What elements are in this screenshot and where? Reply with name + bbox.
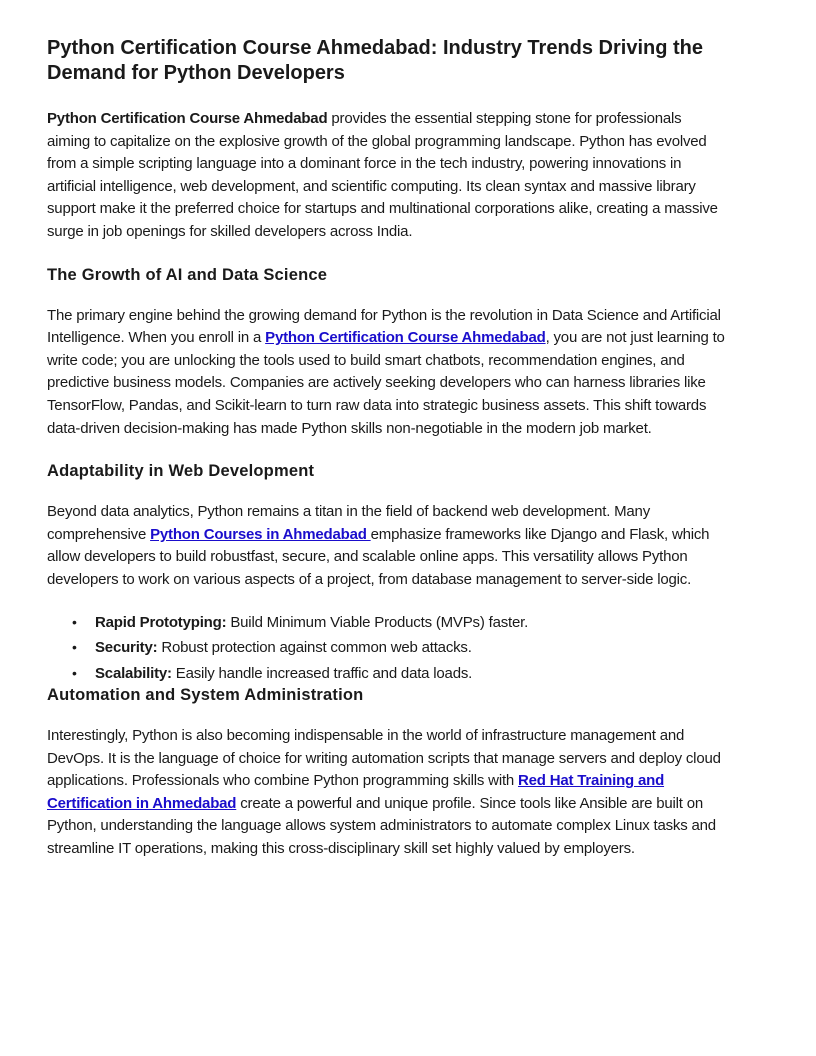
red-hat-training-link[interactable]: Red Hat Training and Certification in Ahmedabad — [47, 772, 665, 812]
section-paragraph-automation — [47, 725, 727, 861]
python-courses-link[interactable]: Python Courses in Ahmedabad — [150, 525, 371, 543]
section-paragraph-ai-data-science — [47, 305, 727, 441]
list-item-label: Rapid Prototyping: — [95, 613, 227, 631]
paragraph-text: create a powerful and unique profile. Since tools like Ansible are built on Python, understanding the language allows system administrators to automate complex Linux tasks and streamline IT operations, making this cross-disciplinary skill set highly valued by employers. — [47, 794, 716, 857]
list-item-text: Robust protection against common web attacks. — [157, 639, 472, 656]
python-certification-course-link[interactable]: Python Certification Course Ahmedabad — [265, 329, 546, 347]
list-item-label: Security: — [95, 639, 158, 656]
section-heading-ai-data-science: The Growth of AI and Data Science — [47, 265, 328, 284]
list-item-label: Scalability: — [95, 664, 172, 682]
intro-bold-lead: Python Certification Course Ahmedabad — [47, 110, 328, 127]
paragraph-text: The primary engine behind the growing demand for Python is the revolution in Data Science and Artificial Intelligence. When you enroll in a — [47, 306, 721, 347]
list-item-text: Easily handle increased traffic and data loads. — [171, 664, 473, 682]
paragraph-text: Interestingly, Python is also becoming indispensable in the world of infrastructure management and DevOps. It is the language of choice for writing automation scripts that manage servers and deploy cloud applications. Professionals who combine Python programming skills with — [47, 727, 721, 790]
section-heading-automation: Automation and System Administration — [47, 686, 364, 704]
intro-text: provides the essential stepping stone for professionals aiming to capitalize on the explosive growth of the global programming landscape. Python has evolved from a simple scripting language into a dominant force in the tech industry, powering innovations in artificial intelligence, web development, and scientific computing. Its clean syntax and massive library support make it the preferred choice for startups and multinational corporations alike, creating a massive surge in job openings for skilled developers across India. — [47, 110, 718, 240]
list-item — [95, 610, 727, 636]
page-title: Python Certification Course Ahmedabad: Industry Trends Driving the Demand for Python Developers — [47, 37, 704, 84]
list-item-text: Build Minimum Viable Products (MVPs) faster. — [226, 613, 529, 631]
paragraph-text: emphasize frameworks like Django and Flask, which allow developers to build robustfast, secure, and scalable online apps. This versatility allows Python developers to work on various aspects of a project, from database management to server-side logic. — [47, 525, 710, 588]
list-item — [95, 661, 727, 687]
section-heading-web-development: Adaptability in Web Development — [47, 462, 315, 481]
section-paragraph-web-development — [47, 501, 727, 591]
list-item — [95, 635, 727, 661]
paragraph-text: Beyond data analytics, Python remains a titan in the field of backend web development. Many comprehensive — [47, 503, 651, 543]
benefits-list — [47, 610, 727, 687]
paragraph-text: , you are not just learning to write code; you are unlocking the tools used to build smart chatbots, recommendation engines, and predictive business models. Companies are actively seeking developers who can harness libraries like TensorFlow, Pandas, and Scikit-learn to turn raw data into strategic business assets. This shift towards data-driven decision-making has made Python skills non-negotiable in the modern job market. — [47, 329, 725, 437]
intro-paragraph — [47, 108, 727, 244]
document-page — [47, 36, 727, 861]
